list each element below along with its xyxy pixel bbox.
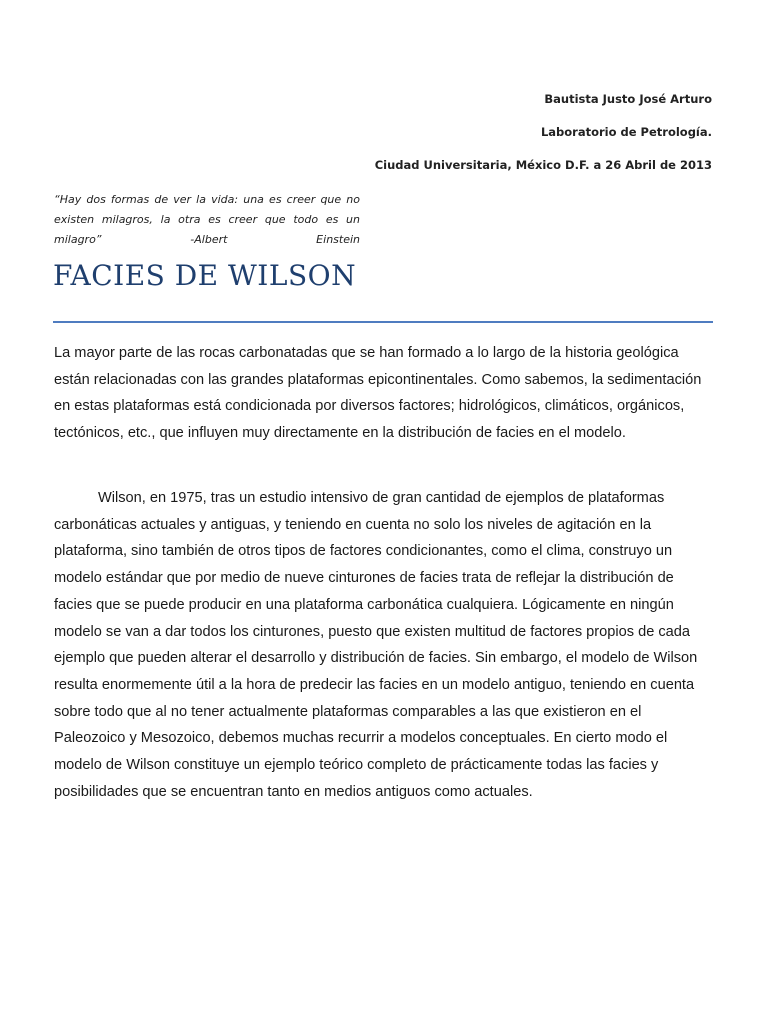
body-paragraph-2: Wilson, en 1975, tras un estudio intensivo de gran cantidad de ejemplos de plataformas carbonáticas actuales y antiguas, y teniendo en cuenta no solo los niveles de agitación en la plataforma, sino también de otros tipos de factores condicionantes, como el clima, construyo un modelo estándar que por medio de nueve cinturones de facies trata de reflejar la distribución de facies que se puede producir en una plataforma carbonática cualquiera. Lógicamente en ningún modelo se van a dar todos los cinturones, puesto que existen multitud de factores propios de cada ejemplo que pueden alterar el desarrollo y distribución de facies. Sin embargo, el modelo de Wilson resulta enormemente útil a la hora de predecir las facies en un modelo antiguo, teniendo en cuenta sobre todo que al no tener actualmente plataformas comparables a las que existieron en el Paleozoico y Mesozoico, debemos muchas recurrir a modelos conceptuales. En cierto modo el modelo de Wilson constituye un ejemplo teórico completo de prácticamente todas las facies y posibilidades que se encuentran tanto en medios antiguos como actuales. (54, 490, 698, 800)
body-paragraph-1: La mayor parte de las rocas carbonatadas que se han formado a lo largo de la historia geológica están relacionadas con las grandes plataformas epicontinentales. Como sabemos, la sedimentación en estas plataformas está condicionada por diversos factores; hidrológicos, climáticos, orgánicos, tectónicos, etc., que influyen muy directamente en la distribución de facies en el modelo. (54, 345, 702, 442)
epigraph-quote (54, 190, 360, 250)
document-title: FACIES DE WILSON (53, 259, 357, 292)
laboratory-name: Laboratorio de Petrología. (540, 125, 712, 139)
author-name: Bautista Justo José Arturo (544, 92, 712, 106)
quote-author: -Albert Einstein (190, 233, 361, 246)
quote-text: “Hay dos formas de ver la vida: una es creer que no existen milagros, la otra es creer que todo es un milagro” (54, 193, 360, 246)
place-and-date: Ciudad Universitaria, México D.F. a 26 Abril de 2013 (374, 158, 712, 172)
title-underline-divider (53, 321, 713, 323)
